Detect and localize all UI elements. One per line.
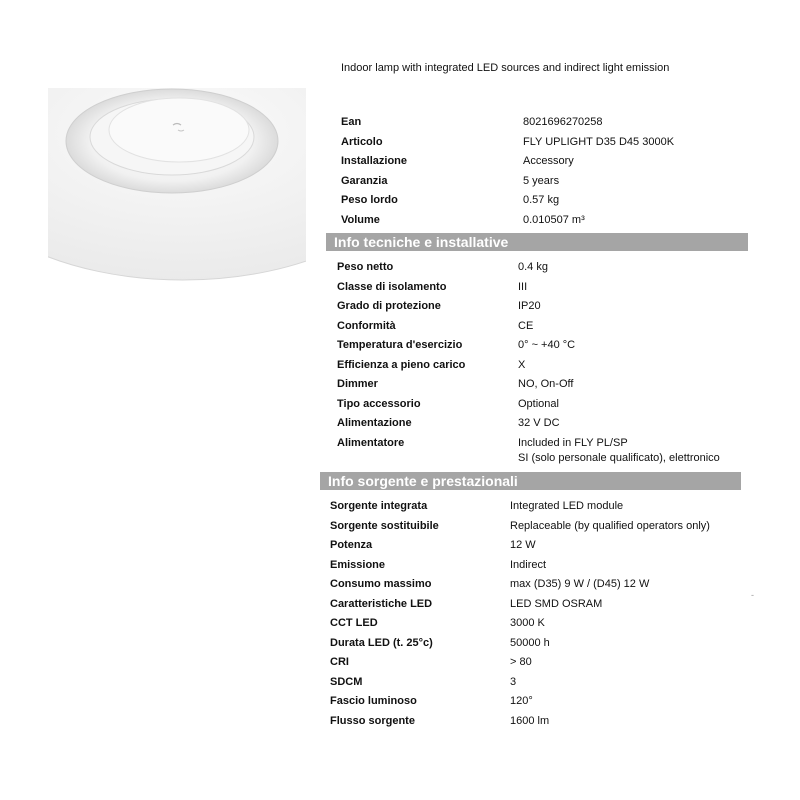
accessory-type-value: Optional xyxy=(518,397,559,410)
full-load-efficiency-label: Efficienza a pieno carico xyxy=(337,358,466,371)
stray-mark: - xyxy=(751,590,754,600)
product-image xyxy=(48,88,306,283)
dimmer-value: NO, On-Off xyxy=(518,378,574,390)
warranty-label: Garanzia xyxy=(341,174,388,187)
beam-angle-value: 120° xyxy=(510,695,533,707)
power-supply-voltage-value: 32 V DC xyxy=(518,417,560,429)
warranty-value: 5 years xyxy=(523,174,560,187)
general-info-table xyxy=(341,113,674,230)
conformity-value: CE xyxy=(518,319,534,332)
sdcm-value: 3 xyxy=(510,675,517,688)
cct-led-value: 3000 K xyxy=(510,617,545,629)
ean-label: Ean xyxy=(341,116,362,128)
volume-value: 0.010507 m³ xyxy=(523,213,585,226)
beam-angle-label: Fascio luminoso xyxy=(330,695,417,707)
table-row xyxy=(337,414,720,434)
cri-value: > 80 xyxy=(510,656,532,668)
technical-info-table xyxy=(337,258,720,464)
integrated-source-value: Integrated LED module xyxy=(510,500,624,512)
replaceable-source-label: Sorgente sostituibile xyxy=(330,519,439,532)
led-lifetime-value: 50000 h xyxy=(510,636,550,649)
table-row xyxy=(337,395,720,415)
ean-value: 8021696270258 xyxy=(523,116,603,128)
led-characteristics-label: Caratteristiche LED xyxy=(330,597,433,610)
table-row xyxy=(330,653,710,673)
table-row xyxy=(337,297,720,317)
article-value: FLY UPLIGHT D35 D45 3000K xyxy=(523,135,675,148)
source-flux-value: 1600 lm xyxy=(510,714,550,727)
table-row xyxy=(330,634,710,654)
table-row xyxy=(337,258,720,278)
cri-label: CRI xyxy=(330,656,349,668)
led-lifetime-label: Durata LED (t. 25°c) xyxy=(330,636,433,649)
table-row xyxy=(330,517,710,537)
power-supply-value xyxy=(518,434,720,464)
table-row xyxy=(330,614,710,634)
source-section-header: Info sorgente e prestazionali xyxy=(320,472,741,490)
power-supply-value-line-2: SI (solo personale qualificato), elettronico xyxy=(518,451,720,464)
power-value: 12 W xyxy=(510,539,536,551)
net-weight-value: 0.4 kg xyxy=(518,261,548,273)
emission-label: Emissione xyxy=(330,558,386,571)
product-description: Indoor lamp with integrated LED sources and indirect light emission xyxy=(341,62,670,74)
cct-led-label: CCT LED xyxy=(330,617,378,629)
power-supply-value-line-1: Included in FLY PL/SP xyxy=(518,436,628,449)
installation-label: Installazione xyxy=(341,155,408,167)
operating-temperature-label: Temperatura d'esercizio xyxy=(337,339,463,351)
table-row xyxy=(341,113,674,133)
conformity-label: Conformità xyxy=(337,319,396,332)
table-row xyxy=(341,172,674,192)
gross-weight-value: 0.57 kg xyxy=(523,194,560,206)
operating-temperature-value: 0° ~ +40 °C xyxy=(518,339,576,351)
accessory-type-label: Tipo accessorio xyxy=(337,397,421,410)
power-label: Potenza xyxy=(330,539,373,551)
table-row xyxy=(341,191,674,211)
dimmer-label: Dimmer xyxy=(337,378,378,390)
replaceable-source-value: Replaceable (by qualified operators only) xyxy=(510,519,710,532)
table-row xyxy=(330,595,710,615)
table-row xyxy=(337,356,720,376)
table-row xyxy=(330,536,710,556)
installation-value: Accessory xyxy=(523,155,574,167)
table-row xyxy=(330,556,710,576)
volume-label: Volume xyxy=(341,213,380,226)
table-row xyxy=(341,211,674,231)
table-row xyxy=(341,152,674,172)
table-row xyxy=(330,673,710,693)
net-weight-label: Peso netto xyxy=(337,261,394,273)
max-consumption-label: Consumo massimo xyxy=(330,578,432,590)
table-row xyxy=(330,692,710,712)
protection-grade-label: Grado di protezione xyxy=(337,300,441,312)
source-info-table xyxy=(330,497,710,731)
power-supply-voltage-label: Alimentazione xyxy=(337,417,412,429)
table-row xyxy=(330,712,710,732)
protection-grade-value: IP20 xyxy=(518,300,541,312)
sdcm-label: SDCM xyxy=(330,675,363,688)
table-row xyxy=(330,497,710,517)
table-row xyxy=(337,317,720,337)
emission-value: Indirect xyxy=(510,558,547,571)
table-row xyxy=(341,133,674,153)
technical-section-header: Info tecniche e installative xyxy=(326,233,748,251)
led-characteristics-value: LED SMD OSRAM xyxy=(510,597,603,610)
full-load-efficiency-value: X xyxy=(518,358,526,371)
table-row xyxy=(330,575,710,595)
table-row xyxy=(337,336,720,356)
power-supply-label: Alimentatore xyxy=(337,436,405,449)
integrated-source-label: Sorgente integrata xyxy=(330,500,428,512)
table-row xyxy=(337,434,720,464)
table-row xyxy=(337,278,720,298)
article-label: Articolo xyxy=(341,135,383,148)
insulation-class-value: III xyxy=(518,280,528,293)
insulation-class-label: Classe di isolamento xyxy=(337,280,447,293)
max-consumption-value: max (D35) 9 W / (D45) 12 W xyxy=(510,578,650,590)
gross-weight-label: Peso lordo xyxy=(341,194,398,206)
table-row xyxy=(337,375,720,395)
source-flux-label: Flusso sorgente xyxy=(330,714,415,727)
